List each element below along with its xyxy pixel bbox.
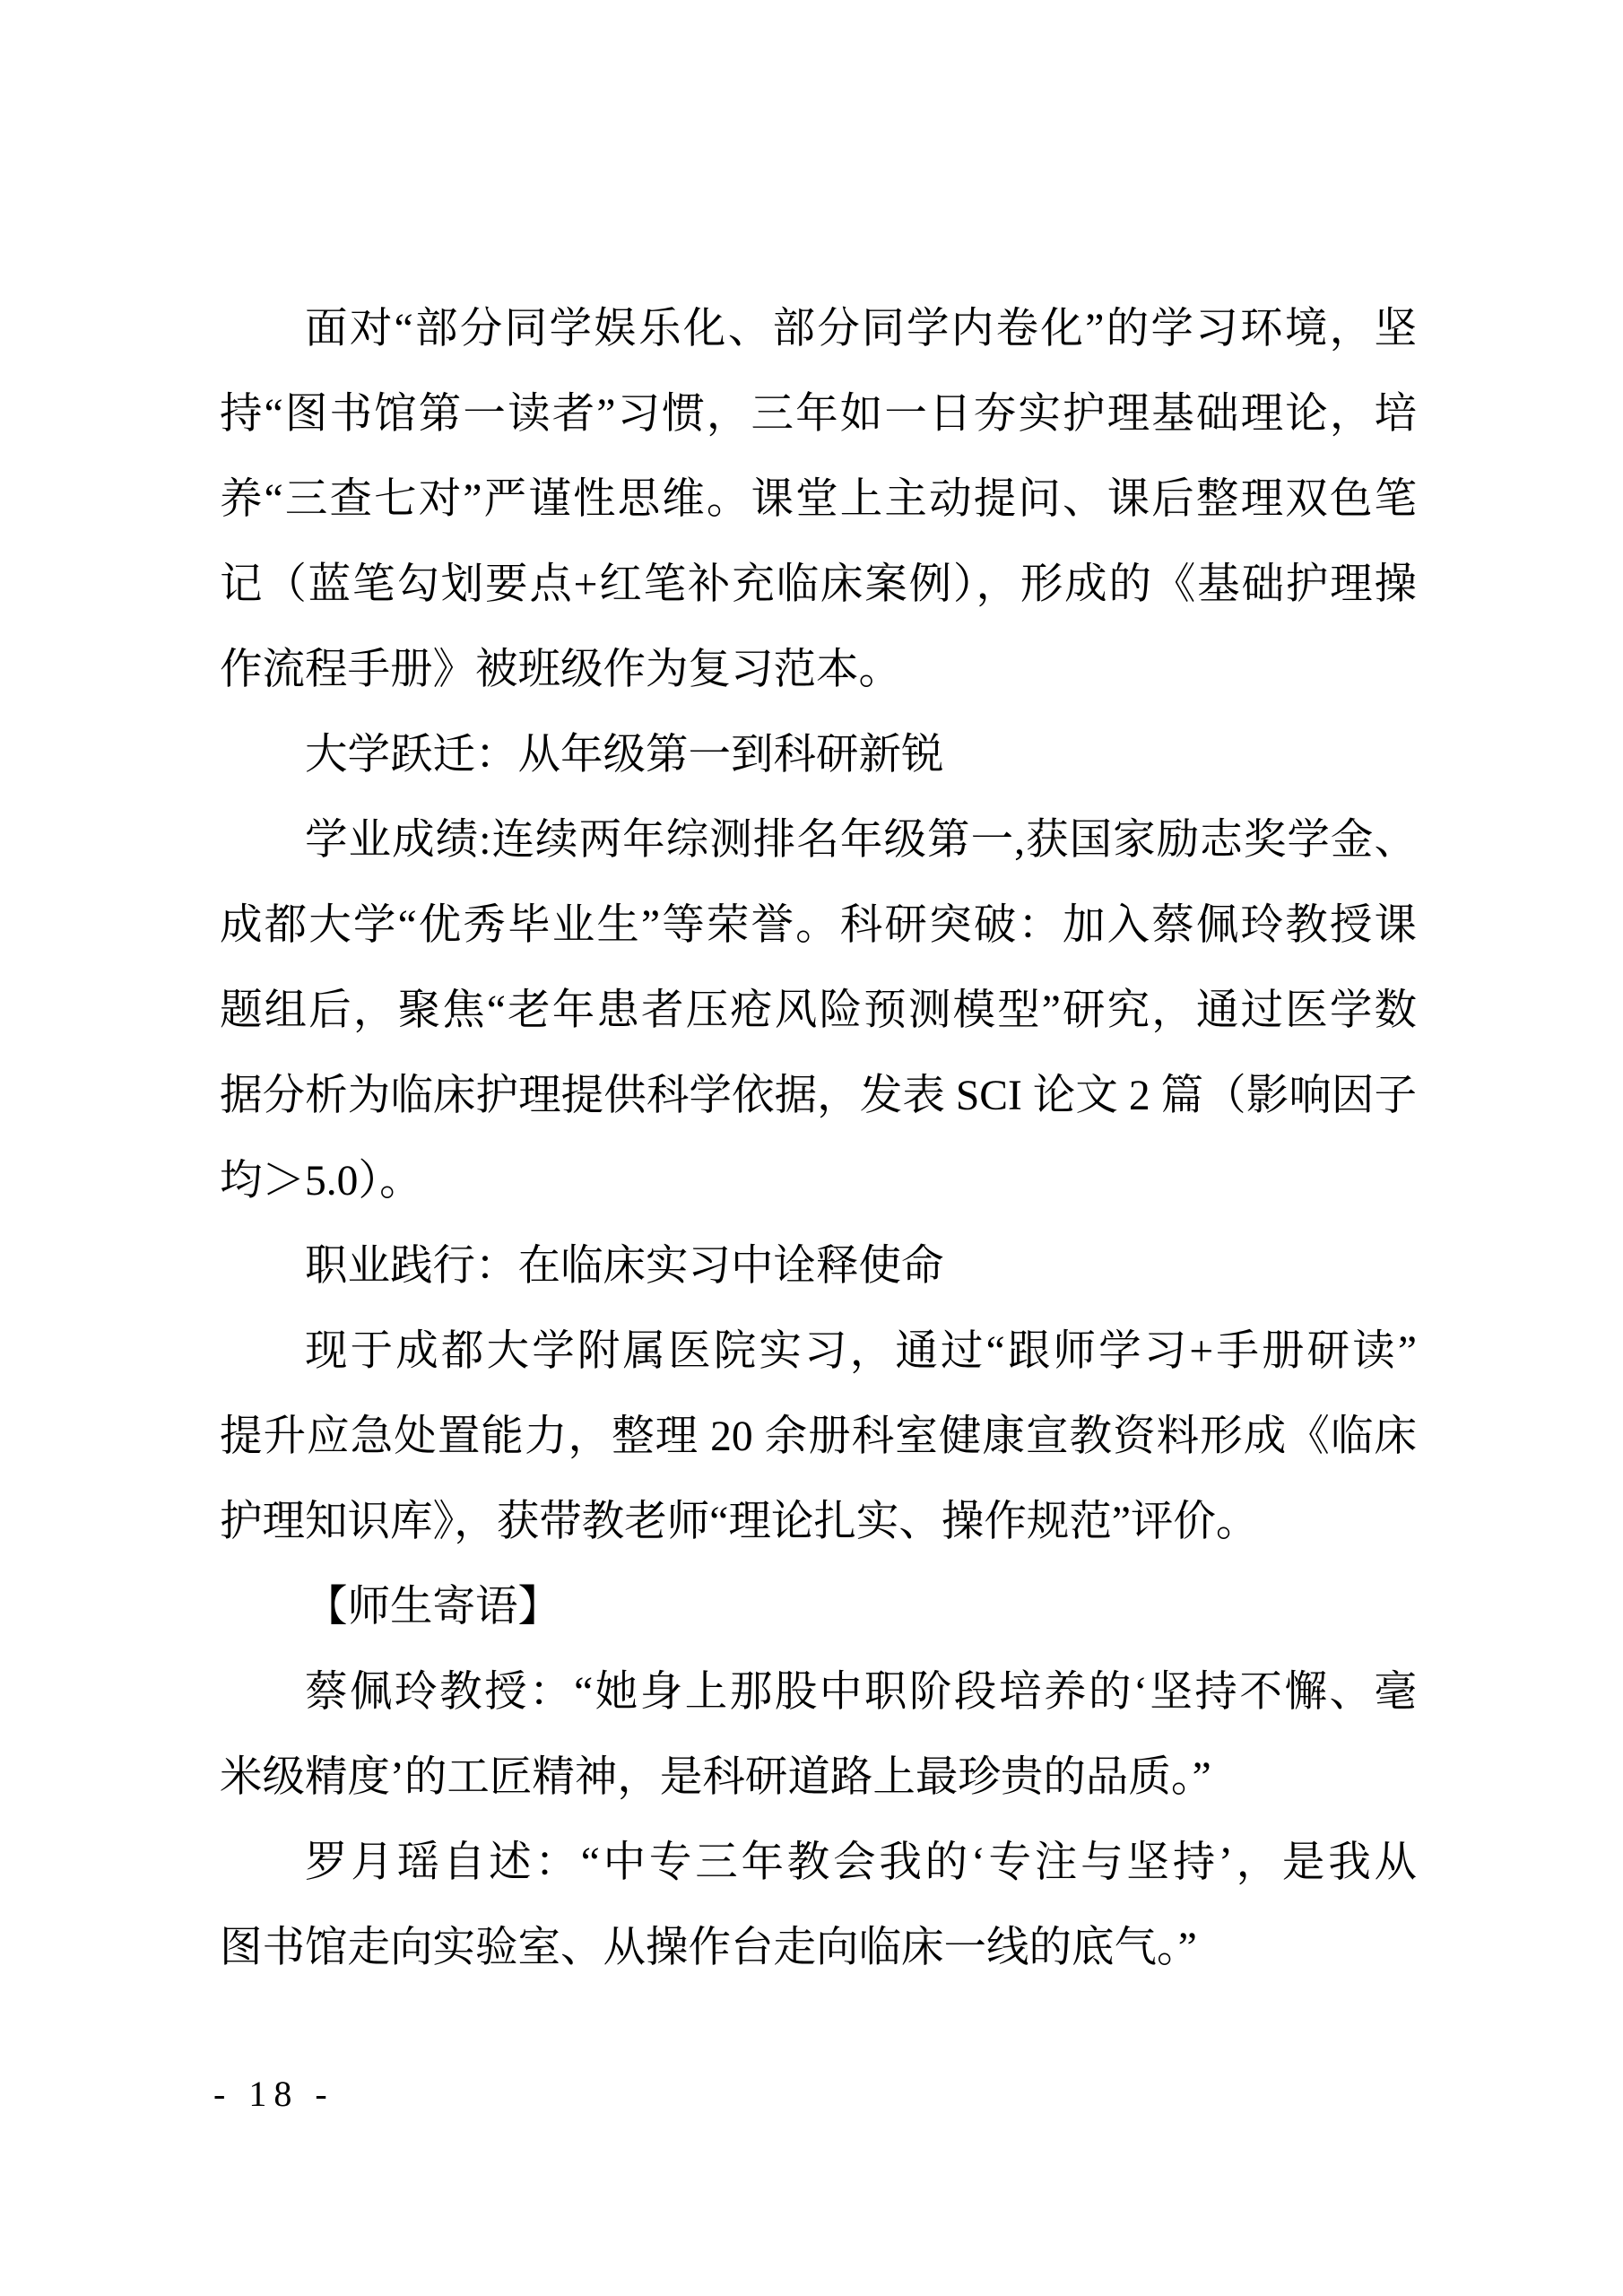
text-line: 面对“部分同学娱乐化、部分同学内卷化”的学习环境，坚 [305, 306, 1417, 352]
text-line: 题组后，聚焦“老年患者压疮风险预测模型”研究，通过医学数 [220, 987, 1417, 1034]
text-line: 蔡佩玲教授：“她身上那股中职阶段培养的‘坚持不懈、毫 [305, 1669, 1417, 1716]
text-line: 养“三查七对”严谨性思维。课堂上主动提问、课后整理双色笔 [220, 476, 1417, 523]
text-line: 现于成都大学附属医院实习，通过“跟师学习+手册研读” [305, 1328, 1417, 1375]
text-line: 护理知识库》，获带教老师“理论扎实、操作规范”评价。 [220, 1499, 1259, 1545]
text-line: 米级精度’的工匠精神，是科研道路上最珍贵的品质。” [220, 1754, 1211, 1801]
section-heading-line: 大学跃迁：从年级第一到科研新锐 [305, 732, 944, 778]
text-line: 罗月瑶自述：“中专三年教会我的‘专注与坚持’，是我从 [305, 1839, 1417, 1886]
text-line: 均＞5.0）。 [220, 1158, 422, 1205]
text-line: 据分析为临床护理提供科学依据，发表 SCI 论文 2 篇（影响因子 [220, 1073, 1417, 1119]
document-body [220, 287, 1417, 1991]
text-line: 图书馆走向实验室、从操作台走向临床一线的底气。” [220, 1925, 1197, 1971]
page-number: - 18 - [213, 2074, 334, 2114]
text-line: 持“图书馆第一读者”习惯，三年如一日夯实护理基础理论，培 [220, 391, 1417, 438]
text-line: 提升应急处置能力，整理 20 余册科室健康宣教资料形成《临床 [220, 1413, 1417, 1460]
section-heading-line: 【师生寄语】 [305, 1584, 560, 1631]
text-line: 作流程手册》被班级作为复习范本。 [220, 647, 901, 693]
section-heading-line: 职业践行：在临床实习中诠释使命 [305, 1243, 944, 1290]
text-line: 记（蓝笔勾划要点+红笔补充临床案例），形成的《基础护理操 [220, 561, 1417, 608]
text-line: 成都大学“优秀毕业生”等荣誉。科研突破：加入蔡佩玲教授课 [220, 902, 1417, 949]
text-line: 学业成绩:连续两年综测排名年级第一,获国家励志奖学金、 [305, 817, 1417, 864]
